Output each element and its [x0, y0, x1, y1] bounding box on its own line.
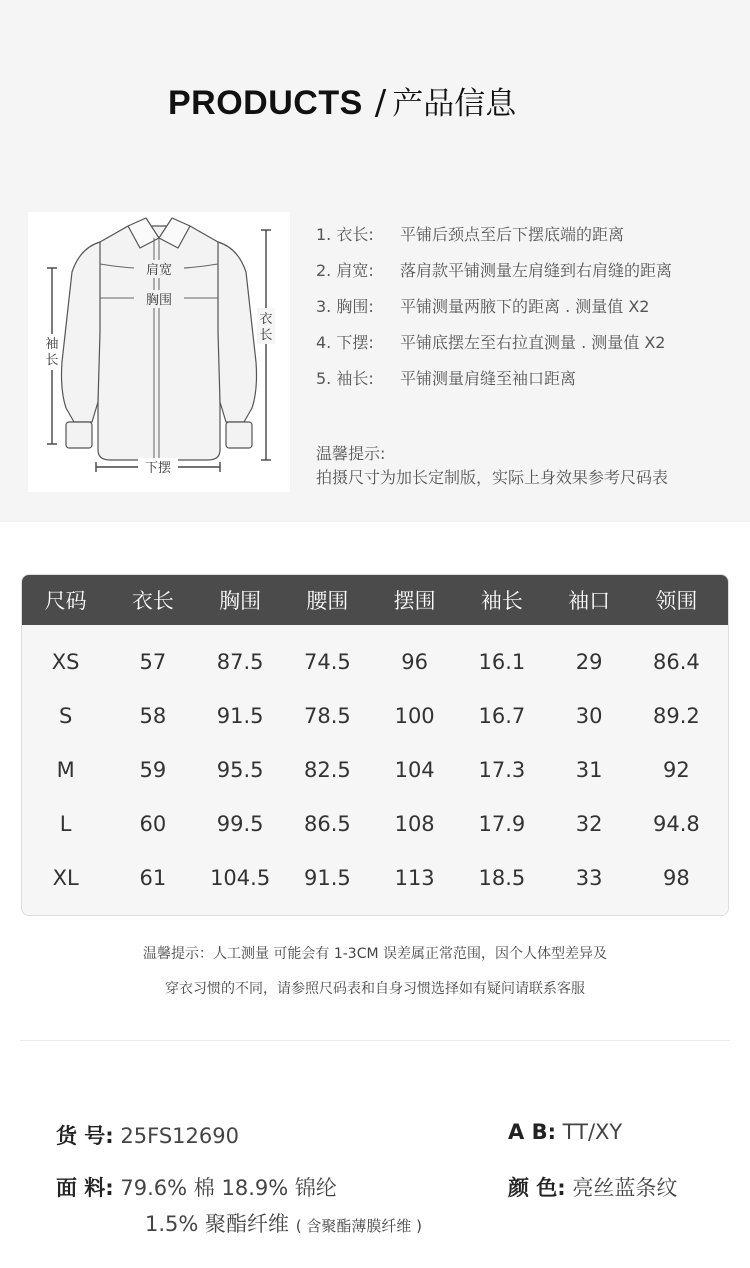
table-cell: 91.5 — [303, 866, 351, 890]
measurement-desc: 平铺后颈点至后下摆底端的距离 — [400, 225, 625, 244]
table-row — [22, 635, 728, 689]
table-cell: L — [59, 812, 72, 836]
tips-label: 温馨提示: — [316, 444, 386, 463]
fabric-label: 面 料: — [56, 1176, 114, 1200]
table-cell: 74.5 — [303, 650, 351, 674]
title-separator: / — [374, 83, 387, 123]
sku-label: 货 号: — [56, 1124, 114, 1148]
fabric-value-2: 1.5% 聚酯纤维 — [145, 1212, 290, 1236]
ab-value: TT/XY — [562, 1120, 623, 1144]
fabric-value: 79.6% 棉 18.9% 锦纶 — [120, 1176, 337, 1200]
table-header-cell: 袖口 — [568, 589, 611, 613]
label-sleeve: 袖长 — [45, 337, 59, 368]
fabric-row — [56, 1172, 337, 1202]
label-length: 衣长 — [259, 312, 273, 343]
label-chest: 胸围 — [145, 293, 173, 308]
table-header — [22, 575, 728, 625]
table-cell: 16.1 — [478, 650, 526, 674]
measurement-item — [316, 330, 736, 366]
table-cell: 100 — [394, 704, 435, 728]
ab-label: A B: — [508, 1120, 556, 1144]
measurement-item — [316, 222, 736, 258]
table-row — [22, 851, 728, 905]
measurement-desc: 平铺测量肩缝至袖口距离 — [400, 369, 577, 388]
table-row — [22, 797, 728, 851]
shoot-tips — [316, 442, 668, 490]
table-cell: 96 — [401, 650, 428, 674]
table-cell: 86.5 — [303, 812, 351, 836]
table-header-cell: 衣长 — [131, 589, 174, 613]
shirt-diagram — [28, 212, 290, 492]
measurement-item — [316, 258, 736, 294]
table-cell: XL — [52, 866, 79, 890]
table-header-cell: 腰围 — [306, 589, 349, 613]
table-cell: 104 — [394, 758, 435, 782]
table-body — [22, 625, 728, 905]
table-cell: 94.8 — [652, 812, 700, 836]
measurement-item — [316, 366, 736, 402]
table-cell: 33 — [575, 866, 603, 890]
fabric-row-2 — [145, 1208, 422, 1238]
measurement-desc: 落肩款平铺测量左肩缝到右肩缝的距离 — [400, 261, 673, 280]
table-header-cell: 袖长 — [480, 589, 523, 613]
table-cell: 60 — [139, 812, 167, 836]
table-cell: 57 — [139, 650, 167, 674]
color-row — [508, 1172, 677, 1202]
table-cell: 31 — [575, 758, 603, 782]
sku-value: 25FS12690 — [120, 1124, 239, 1148]
size-note-line1: 温馨提示：人工测量 可能会有 1-3CM 误差属正常范围，因个人体型差异及 — [142, 946, 608, 962]
table-cell: M — [56, 758, 75, 782]
table-cell: XS — [51, 650, 80, 674]
table-header-cell: 摆围 — [393, 589, 436, 613]
measurement-number: 3. 胸围: — [316, 297, 374, 316]
table-cell: 98 — [663, 866, 690, 890]
measurement-number: 1. 衣长: — [316, 225, 374, 244]
table-cell: 32 — [575, 812, 603, 836]
table-cell: 86.4 — [652, 650, 700, 674]
table-cell: 92 — [663, 758, 690, 782]
table-cell: 58 — [139, 704, 167, 728]
table-cell: 78.5 — [303, 704, 351, 728]
label-hem: 下摆 — [144, 461, 172, 476]
table-cell: 29 — [575, 650, 603, 674]
table-header-cell: 领围 — [655, 589, 698, 613]
table-header-cell: 尺码 — [44, 589, 87, 613]
table-cell: 17.9 — [478, 812, 526, 836]
table-cell: 108 — [394, 812, 435, 836]
title-en: PRODUCTS — [168, 84, 363, 122]
table-row — [22, 743, 728, 797]
measurement-number: 5. 袖长: — [316, 369, 374, 388]
table-cell: 99.5 — [216, 812, 264, 836]
measurement-number: 4. 下摆: — [316, 333, 374, 352]
table-cell: 18.5 — [478, 866, 526, 890]
page-title — [168, 78, 516, 123]
table-cell: 89.2 — [652, 704, 700, 728]
measurement-item — [316, 294, 736, 330]
size-note-line2: 穿衣习惯的不同，请参照尺码表和自身习惯选择如有疑问请联系客服 — [165, 981, 585, 997]
sku-row — [56, 1120, 239, 1150]
table-cell: 91.5 — [216, 704, 264, 728]
table-header-cell: 胸围 — [219, 589, 262, 613]
ab-row — [508, 1120, 622, 1144]
size-table — [21, 574, 729, 916]
tips-text: 拍摄尺寸为加长定制版，实际上身效果参考尺码表 — [316, 468, 669, 487]
table-cell: 30 — [575, 704, 603, 728]
label-shoulder: 肩宽 — [145, 263, 173, 278]
table-cell: 17.3 — [478, 758, 526, 782]
table-cell: 87.5 — [216, 650, 264, 674]
divider — [20, 1040, 730, 1041]
table-cell: 16.7 — [478, 704, 526, 728]
table-cell: 95.5 — [216, 758, 264, 782]
table-cell: S — [58, 704, 73, 728]
measurement-number: 2. 肩宽: — [316, 261, 374, 280]
title-zh: 产品信息 — [392, 86, 517, 122]
color-label: 颜 色: — [508, 1176, 566, 1200]
fabric-note: ( 含聚酯薄膜纤维 ) — [295, 1217, 422, 1235]
measurement-desc: 平铺测量两腋下的距离 . 测量值 X2 — [400, 297, 650, 316]
table-cell: 82.5 — [303, 758, 351, 782]
table-cell: 113 — [394, 866, 435, 890]
color-value: 亮丝蓝条纹 — [572, 1176, 678, 1200]
measurement-list — [316, 222, 736, 402]
table-cell: 104.5 — [210, 866, 271, 890]
measurement-desc: 平铺底摆左至右拉直测量 . 测量值 X2 — [400, 333, 666, 352]
product-measure-section — [0, 0, 750, 522]
table-row — [22, 689, 728, 743]
table-cell: 61 — [139, 866, 167, 890]
table-cell: 59 — [139, 758, 167, 782]
